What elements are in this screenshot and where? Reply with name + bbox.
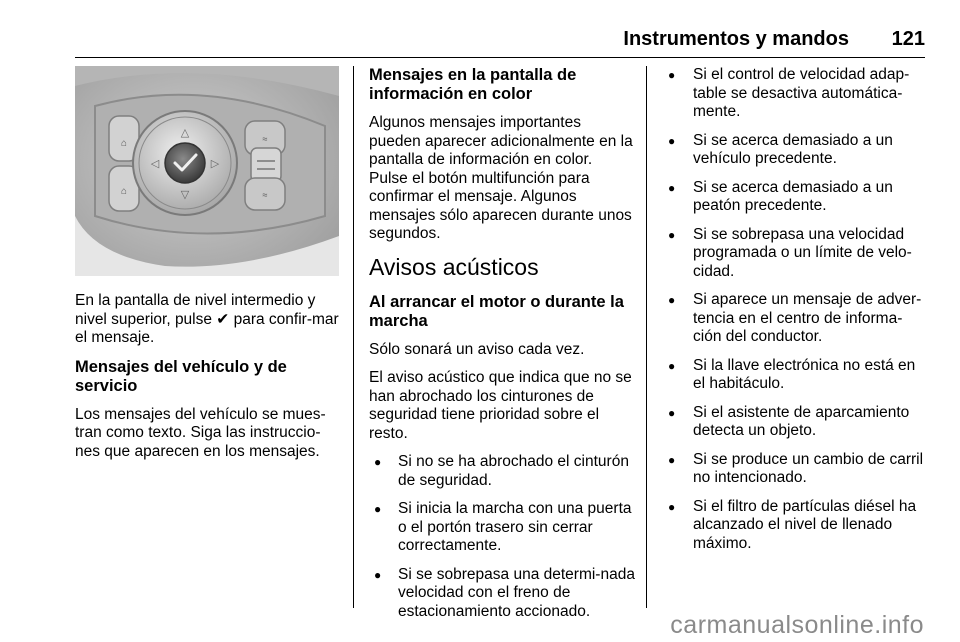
column-middle <box>369 66 635 631</box>
page-header <box>75 24 925 56</box>
list-item: ● Si se sobrepasa una determi-nada velocidad con el freno de estacionamiento accionado. <box>370 566 635 622</box>
page-number: 121 <box>891 28 925 50</box>
section-title: Instrumentos y mandos <box>623 28 849 50</box>
column-right <box>664 66 926 563</box>
list-item: ● Si el filtro de partículas diésel ha alcanzado el nivel de llenado máximo. <box>664 498 926 554</box>
steering-wheel-controls-photo <box>75 66 339 276</box>
engine-start-heading: Al arrancar el motor o durante la marcha <box>369 292 624 330</box>
list-item: ● Si se sobrepasa una velocidad programada o un límite de velo-cidad. <box>664 226 926 282</box>
svg-text:≈: ≈ <box>262 134 268 144</box>
list-item: ● Si se acerca demasiado a un peatón precedente. <box>664 179 926 216</box>
svg-text:≈: ≈ <box>262 190 268 200</box>
list-item: ● Si se produce un cambio de carril no intencionado. <box>664 451 926 488</box>
one-warning-paragraph: Sólo sonará un aviso cada vez. <box>369 340 585 358</box>
acoustic-warnings-heading: Avisos acústicos <box>369 253 539 280</box>
list-item: ● Si el control de velocidad adap-table se desactiva automática-mente. <box>664 66 926 122</box>
confirm-message-paragraph: En la pantalla de nivel intermedio y nivel superior, pulse ✔ para confir-mar el mensaje. <box>75 292 339 346</box>
list-item: ● Si el asistente de aparcamiento detecta un objeto. <box>664 404 926 441</box>
color-display-heading: Mensajes en la pantalla de información en color <box>369 66 577 103</box>
seatbelt-priority-paragraph: El aviso acústico que indica que no se han abrochado los cinturones de seguridad tiene prioridad sobre el resto. <box>369 369 632 442</box>
list-item: ● Si no se ha abrochado el cinturón de seguridad. <box>370 453 635 490</box>
list-item: ● Si se acerca demasiado a un vehículo precedente. <box>664 132 926 169</box>
list-item: ● Si inicia la marcha con una puerta o el portón trasero sin cerrar correctamente. <box>370 500 635 556</box>
svg-text:⌂: ⌂ <box>120 186 128 197</box>
vehicle-messages-heading: Mensajes del vehículo y de servicio <box>75 357 287 395</box>
svg-text:▷: ▷ <box>210 158 220 170</box>
svg-text:◁: ◁ <box>150 158 160 170</box>
vehicle-messages-paragraph: Los mensajes del vehículo se mues-tran como texto. Siga las instruccio-nes que aparecen en los mensajes. <box>75 405 326 460</box>
column-divider-left <box>353 66 354 608</box>
list-item: ● Si aparece un mensaje de adver-tencia en el centro de informa-ción del conductor. <box>664 291 926 347</box>
header-rule <box>75 57 925 58</box>
svg-text:▽: ▽ <box>180 189 190 201</box>
list-item: ● Si la llave electrónica no está en el habitáculo. <box>664 357 926 394</box>
svg-text:⌂: ⌂ <box>120 138 128 149</box>
svg-text:△: △ <box>180 127 190 139</box>
watermark: carmanualsonline.info <box>670 611 924 639</box>
column-divider-right <box>646 66 647 608</box>
color-display-paragraph: Algunos mensajes importantes pueden aparecer adicionalmente en la pantalla de información en color. Pulse el botón multifunción para confirmar el mensaje. Algunos mensajes sólo aparecen durante unos segundos. <box>369 114 633 242</box>
column-left <box>75 66 340 471</box>
middle-bullet-list <box>370 453 635 621</box>
right-bullet-list <box>664 66 926 553</box>
